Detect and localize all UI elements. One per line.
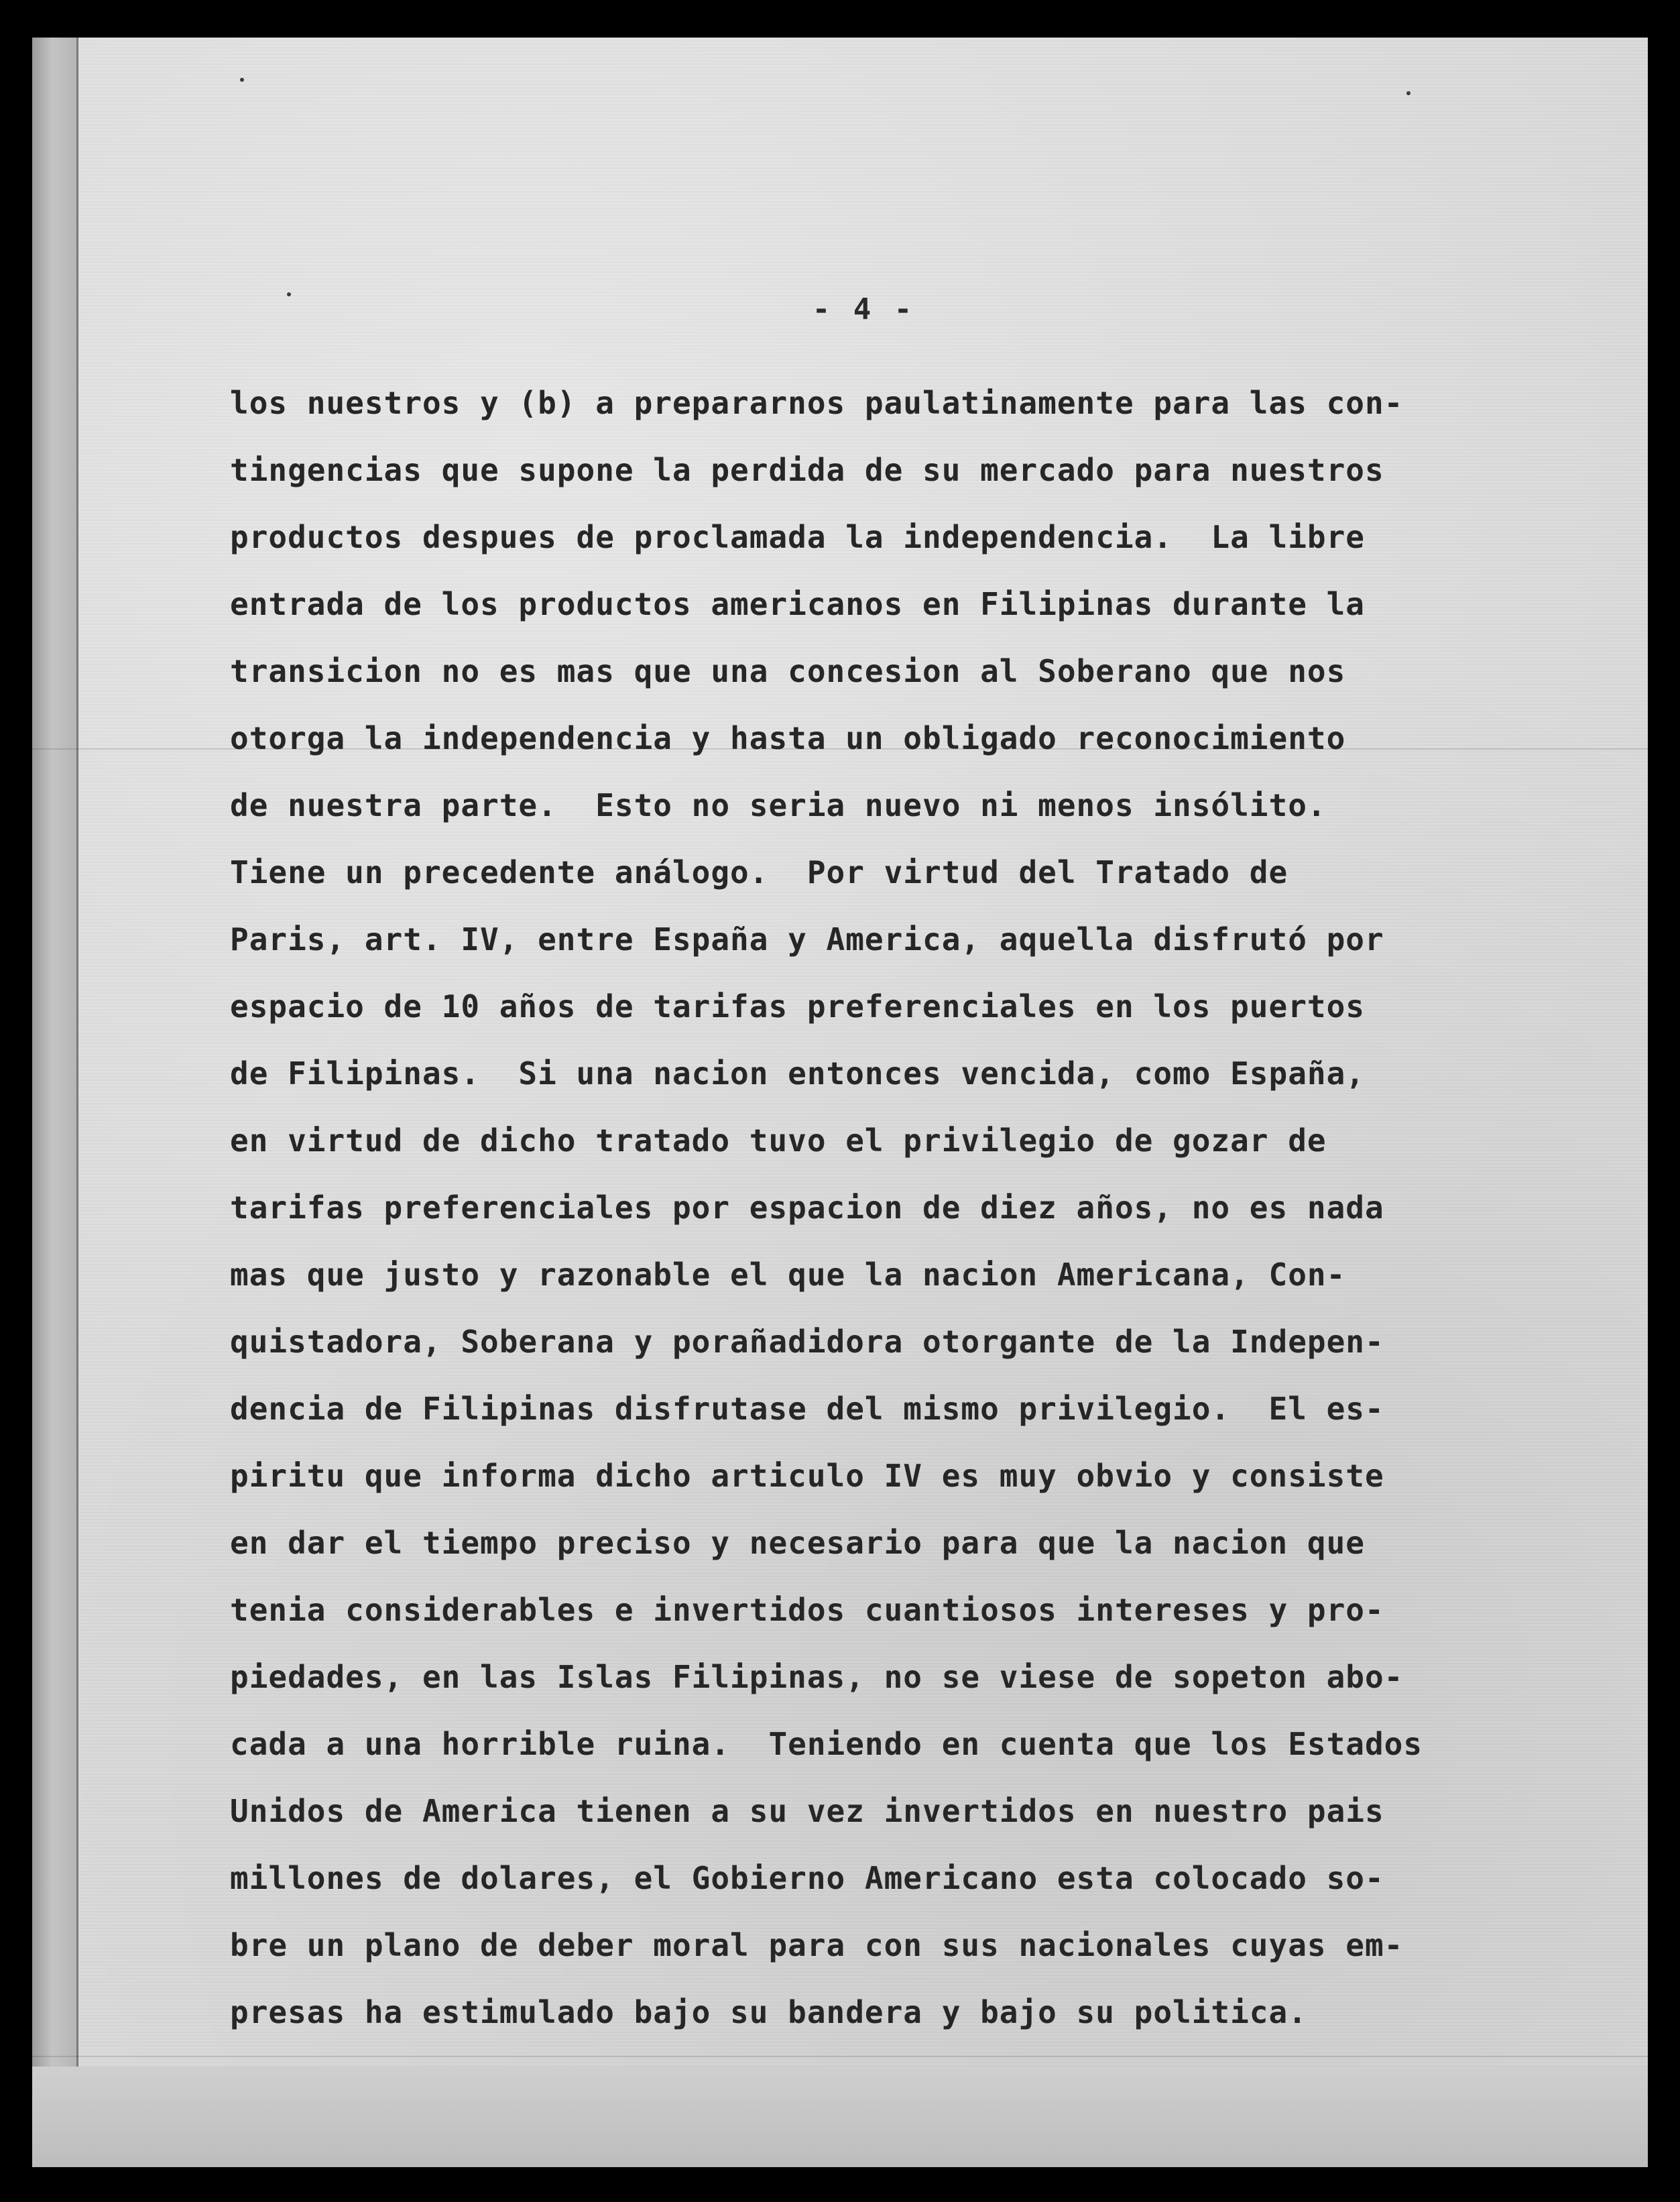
text-line: productos despues de proclamada la independencia. La libre [230,519,1365,555]
text-line: transicion no es mas que una concesion al Soberano que nos [230,653,1346,689]
text-line: Paris, art. IV, entre España y America, aquella disfrutó por [230,921,1384,958]
text-line: de Filipinas. Si una nacion entonces vencida, como España, [230,1055,1365,1092]
text-line: en dar el tiempo preciso y necesario para que la nacion que [230,1525,1365,1561]
ink-speck [240,78,244,82]
text-line: millones de dolares, el Gobierno Americano esta colocado so- [230,1860,1384,1896]
text-line: otorga la independencia y hasta un obligado reconocimiento [230,720,1346,756]
document-page [32,38,1648,2167]
text-line: piedades, en las Islas Filipinas, no se viese de sopeton abo- [230,1659,1404,1695]
text-line: quistadora, Soberana y porañadidora otorgante de la Indepen- [230,1324,1384,1360]
text-line: piritu que informa dicho articulo IV es muy obvio y consiste [230,1458,1384,1494]
text-line: en virtud de dicho tratado tuvo el privilegio de gozar de [230,1122,1327,1159]
text-line: presas ha estimulado bajo su bandera y bajo su politica. [230,1994,1307,2030]
text-line: Unidos de America tienen a su vez invertidos en nuestro pais [230,1793,1384,1829]
text-line: bre un plano de deber moral para con sus nacionales cuyas em- [230,1927,1404,1963]
page-number: - 4 - [812,292,915,327]
text-line: espacio de 10 años de tarifas preferenciales en los puertos [230,988,1365,1025]
bottom-fold [32,2067,1648,2167]
text-line: tenia considerables e invertidos cuantiosos intereses y pro- [230,1592,1384,1628]
text-line: Tiene un precedente análogo. Por virtud del Tratado de [230,854,1288,890]
ink-speck [1406,91,1411,95]
fold-line [76,38,78,2167]
text-line: de nuestra parte. Esto no seria nuevo ni menos insólito. [230,787,1327,823]
text-line: tarifas preferenciales por espacion de diez años, no es nada [230,1190,1384,1226]
ink-speck [287,292,291,296]
text-line: los nuestros y (b) a prepararnos paulatinamente para las con- [230,385,1404,421]
paper-crease [32,2056,1648,2057]
text-line: cada a una horrible ruina. Teniendo en cuenta que los Estados [230,1726,1423,1762]
text-line: tingencias que supone la perdida de su mercado para nuestros [230,452,1384,488]
text-line: entrada de los productos americanos en Filipinas durante la [230,586,1365,622]
folded-edge [32,38,76,2167]
text-line: mas que justo y razonable el que la nacion Americana, Con- [230,1257,1346,1293]
text-line: dencia de Filipinas disfrutase del mismo privilegio. El es- [230,1391,1384,1427]
